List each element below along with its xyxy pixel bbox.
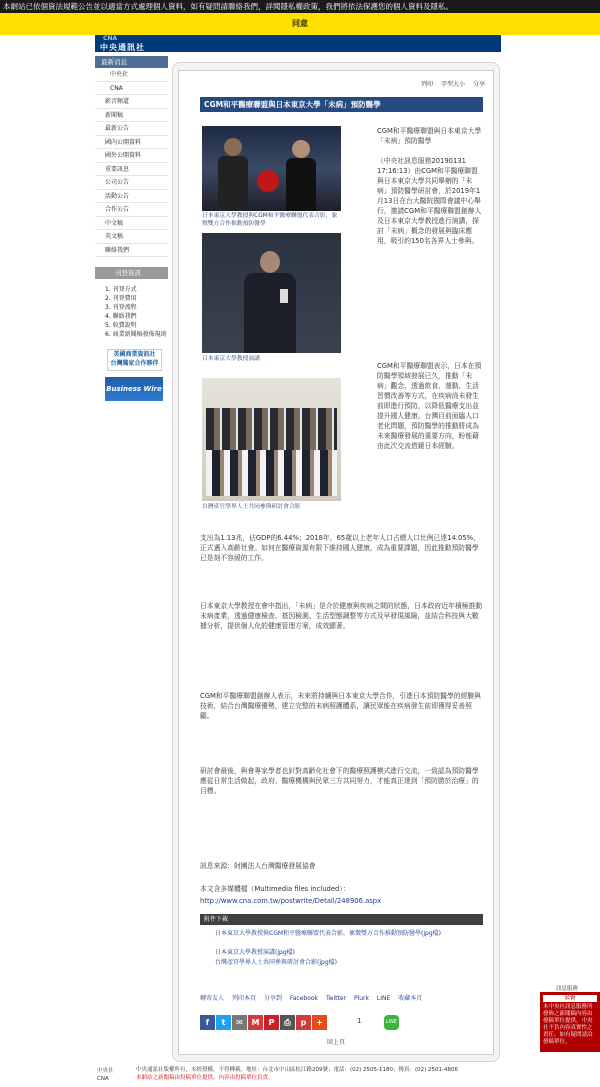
sidebar-item[interactable]: 重要訊息	[95, 163, 168, 177]
footer-copyright: 中央通訊社版權所有，未經授權，不得轉載。地址：台北市中山區松江路209號；電話：(02) 2505-1180；傳真：(02) 2501-4806	[136, 1067, 459, 1073]
email-icon[interactable]: ✉	[232, 1015, 247, 1030]
right-ad-label: 訊息服務	[556, 986, 579, 992]
sidebar-item[interactable]: 中央社	[95, 68, 168, 82]
share-bar	[200, 993, 483, 1003]
sidebar	[95, 52, 168, 1052]
article-tools	[415, 79, 485, 88]
order-item[interactable]: 4. 聯絡我們	[105, 313, 137, 320]
share-line-link[interactable]: LINE	[376, 995, 391, 1002]
sidebar-item[interactable]: 國外公開資料	[95, 149, 168, 163]
back-link[interactable]: 回上頁	[327, 1039, 346, 1046]
line-icon[interactable]: LINE	[384, 1015, 399, 1030]
facebook-icon[interactable]: f	[200, 1015, 215, 1030]
social-buttons	[200, 1015, 327, 1031]
print-icon[interactable]: ⎙	[280, 1015, 295, 1030]
right-ad-title: 公告	[543, 995, 597, 1002]
sidebar-item[interactable]: 活動公告	[95, 190, 168, 204]
article-photo[interactable]	[202, 378, 341, 501]
attachment-link[interactable]: 日本東京大學教授與CGM和平醫療聯盟代表合影，象徵雙方合作推動預防醫學(jpg檔)	[215, 930, 441, 937]
consent-button[interactable]: 同意	[292, 19, 308, 28]
site-header	[95, 35, 501, 52]
order-item[interactable]: 1. 刊登方式	[105, 286, 137, 293]
share-twitter-link[interactable]: Twitter	[325, 995, 347, 1002]
top-notice-bar	[0, 0, 600, 13]
top-notice-text: 本網站已依個資法規範公告並以適當方式處理個人資料，如有疑問請聯絡我們，詳閱隱私權政策，我們將依法保護您的個人資料及隱私。	[3, 2, 453, 11]
consent-banner[interactable]	[0, 13, 600, 35]
sidebar-item[interactable]: 新聞稿	[95, 109, 168, 123]
sidebar-item[interactable]: CNA	[95, 82, 168, 96]
order-list	[95, 279, 168, 339]
multimedia-link[interactable]: http://www.cna.com.tw/postwrite/Detail/248906.aspx	[200, 897, 382, 905]
attachment-link[interactable]: 台灣產官學界人士共同參與研討會合影(jpg檔)	[215, 959, 337, 966]
article-paragraph: 日本東京大學教授在會中指出，「未病」是介於健康與疾病之間的狀態，日本政府近年積極推動未病產業，透過健康檢查、基因檢測、生活型態調整等方式及早發現風險，並結合科技與大數據分析，提供個人化的健康管理方案，成效顯著。	[200, 602, 483, 630]
more-share-icon[interactable]: +	[312, 1015, 327, 1030]
pinterest-icon[interactable]: P	[264, 1015, 279, 1030]
sidebar-item[interactable]: 中文稿	[95, 217, 168, 231]
share-count: 1	[357, 1017, 362, 1025]
right-ad-body: 本中央社訊息服務所發佈之新聞稿內容由發稿單位提供，中央社不負內容真實性之責任，如有疑問請洽發稿單位。	[543, 1004, 593, 1045]
article-paragraph: 支出為1.13兆，佔GDP的6.44%；2018年，65歲以上老年人口占總人口比例已達14.05%，正式邁入高齡社會。如何在醫療資源有限下維持國人健康，成為重要課題，因此推動預防醫學已是刻不容緩的工作。	[200, 534, 480, 562]
order-item[interactable]: 2. 刊登費用	[105, 295, 137, 302]
sidebar-item[interactable]: 聯絡我們	[95, 244, 168, 258]
article-paragraph: CGM和平醫療聯盟表示，日本在預防醫學領域發展已久，推動「未病」觀念，透過飲食、運動、生活習慣改善等方式，在疾病尚未發生前即進行預防，以降低醫療支出並提升國人健康。台灣目前面臨人口老化問題，預防醫學的推動將成為未來醫療發展的重要方向，盼能藉由此次交流借鏡日本經驗。	[377, 362, 482, 450]
font-size-link[interactable]: 字型大小	[441, 81, 466, 88]
logo-name[interactable]: 中央通訊社	[100, 42, 145, 52]
sidebar-item[interactable]: 最新公告	[95, 122, 168, 136]
article-paragraph: CGM和平醫療聯盟創辦人表示，未來將持續與日本東京大學合作，引進日本預防醫學的經驗與技術，結合台灣醫療優勢，建立完整的未病照護體系，讓民眾能在疾病發生前即獲得妥善照顧。	[200, 692, 481, 720]
article-content	[178, 70, 494, 1055]
article-paragraph: 研討會最後，與會專家學者也針對高齡化社會下的醫療照護模式進行交流，一致認為預防醫學應從日常生活做起，政府、醫療機構與民眾三方共同努力，才能真正達到「預防勝於治療」的目標。	[200, 767, 479, 795]
sidebar-item[interactable]: 合作公告	[95, 203, 168, 217]
article-paragraph: CGM和平醫療聯盟與日本東京大學「未病」預防醫學 （中央社訊息服務20190131 17:16:13）由CGM和平醫療聯盟與日本東京大學共同舉辦的「未病」預防醫學研討會，於2019年1月13日在台大醫院國際會議中心舉行，邀請CGM和平醫療聯盟創辦人及日本東京大學教授進行演講，探討「未病」概念的發展與臨床應用，吸引約150名各界人士參與。	[377, 127, 482, 245]
share-link[interactable]: 分享	[472, 81, 485, 88]
gmail-icon[interactable]: M	[248, 1015, 263, 1030]
order-item[interactable]: 6. 商業新聞稿發佈規則	[105, 331, 167, 338]
print-page-link[interactable]: 列印本頁	[231, 995, 256, 1002]
photo-caption: 台灣產官學界人士共同參與研討會合影	[202, 504, 301, 510]
article-source: 訊息來源：財團法人台灣醫療發展協會	[200, 862, 316, 870]
sidebar-head: 最新消息	[95, 56, 168, 68]
right-ad[interactable]	[540, 992, 600, 1052]
twitter-icon[interactable]: t	[216, 1015, 231, 1030]
sponsor-logo-businesswire-tw[interactable]: 美國商業資訊社 台灣獨家合作夥伴	[107, 349, 162, 371]
sidebar-item[interactable]: 國內公開資料	[95, 136, 168, 150]
order-head: 刊登資訊	[95, 267, 168, 279]
photo-caption: 日本東京大學教授與CGM和平醫療聯盟代表合影，象徵雙方合作推動預防醫學	[202, 213, 338, 227]
footer-disclaimer: 本網站之新聞稿由投稿單位提供，內容由投稿單位負責。	[136, 1075, 274, 1081]
footer	[128, 1066, 500, 1087]
sidebar-item[interactable]: 英文稿	[95, 230, 168, 244]
article-photo[interactable]	[202, 126, 341, 211]
attachment-link[interactable]: 日本東京大學教授演講(jpg檔)	[215, 949, 295, 956]
share-plurk-link[interactable]: Plurk	[353, 995, 369, 1002]
bookmark-link[interactable]: 收藏本頁	[398, 995, 423, 1002]
article-title: CGM和平醫療聯盟與日本東京大學「未病」預防醫學	[200, 97, 483, 112]
attachments-head: 附件下載	[200, 914, 483, 925]
forward-link[interactable]: 轉寄友人	[200, 995, 225, 1002]
order-item[interactable]: 5. 收費說明	[105, 322, 137, 329]
sponsor-logo-businesswire[interactable]: Business Wire	[105, 377, 163, 401]
share-facebook-link[interactable]: Facebook	[289, 995, 319, 1002]
order-item[interactable]: 3. 刊登流程	[105, 304, 137, 311]
multimedia-label: 本文含多媒體檔（Multimedia files included）：	[200, 885, 350, 893]
plurk-icon[interactable]: p	[296, 1015, 311, 1030]
article-photo[interactable]	[202, 233, 341, 353]
sidebar-item[interactable]: 影音頻道	[95, 95, 168, 109]
print-link[interactable]: 列印	[421, 81, 434, 88]
footer-logo: 中央社 CNA	[97, 1068, 114, 1082]
sidebar-item[interactable]: 公司公告	[95, 176, 168, 190]
photo-caption: 日本東京大學教授演講	[202, 356, 260, 362]
share-label: 分享到	[263, 995, 282, 1002]
logo-cna[interactable]: CNA	[103, 35, 118, 42]
